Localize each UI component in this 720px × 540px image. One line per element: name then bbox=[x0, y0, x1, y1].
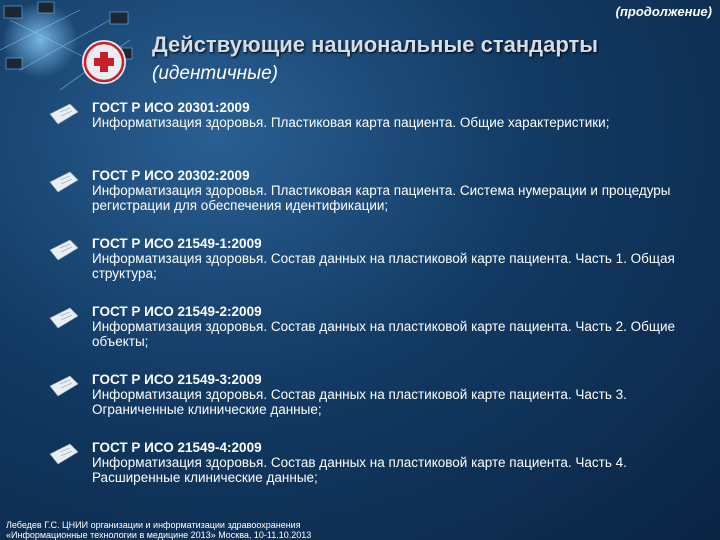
footer-line-event: «Информационные технологии в медицине 2013» Москва, 10-11.10.2013 bbox=[6, 530, 312, 540]
document-bullet-icon bbox=[48, 374, 80, 398]
standard-description: Информатизация здоровья. Состав данных на пластиковой карте пациента. Часть 2. Общие объекты; bbox=[92, 319, 676, 349]
list-item bbox=[48, 236, 708, 304]
standard-description: Информатизация здоровья. Состав данных на пластиковой карте пациента. Часть 3. Ограниченные клинические данные; bbox=[92, 387, 627, 417]
footer-credits bbox=[6, 520, 311, 540]
list-item bbox=[48, 100, 708, 168]
standard-code: ГОСТ Р ИСО 20301:2009 bbox=[92, 100, 250, 115]
continuation-label: (продолжение) bbox=[615, 4, 712, 19]
document-bullet-icon bbox=[48, 306, 80, 330]
footer-line-author: Лебедев Г.С. ЦНИИ организации и информатизации здравоохранения bbox=[6, 520, 301, 530]
standard-description: Информатизация здоровья. Состав данных на пластиковой карте пациента. Часть 4. Расширенные клинические данные; bbox=[92, 455, 627, 485]
standard-description: Информатизация здоровья. Пластиковая карта пациента. Общие характеристики; bbox=[92, 115, 610, 130]
document-bullet-icon bbox=[48, 442, 80, 466]
standard-description: Информатизация здоровья. Состав данных на пластиковой карте пациента. Часть 1. Общая структура; bbox=[92, 251, 675, 281]
standard-code: ГОСТ Р ИСО 21549-2:2009 bbox=[92, 304, 262, 319]
standard-description: Информатизация здоровья. Пластиковая карта пациента. Система нумерации и процедуры регистрации для обеспечения идентификации; bbox=[92, 183, 671, 213]
standard-code: ГОСТ Р ИСО 21549-3:2009 bbox=[92, 372, 262, 387]
list-item bbox=[48, 372, 708, 440]
standard-code: ГОСТ Р ИСО 20302:2009 bbox=[92, 168, 250, 183]
document-bullet-icon bbox=[48, 238, 80, 262]
organization-logo bbox=[80, 38, 128, 86]
standards-list bbox=[48, 100, 708, 508]
document-bullet-icon bbox=[48, 170, 80, 194]
page-title: Действующие национальные стандарты bbox=[152, 32, 599, 57]
list-item bbox=[48, 304, 708, 372]
standard-code: ГОСТ Р ИСО 21549-4:2009 bbox=[92, 440, 262, 455]
list-item bbox=[48, 168, 708, 236]
page-subtitle: (идентичные) bbox=[152, 63, 278, 84]
standard-code: ГОСТ Р ИСО 21549-1:2009 bbox=[92, 236, 262, 251]
list-item bbox=[48, 440, 708, 508]
document-bullet-icon bbox=[48, 102, 80, 126]
